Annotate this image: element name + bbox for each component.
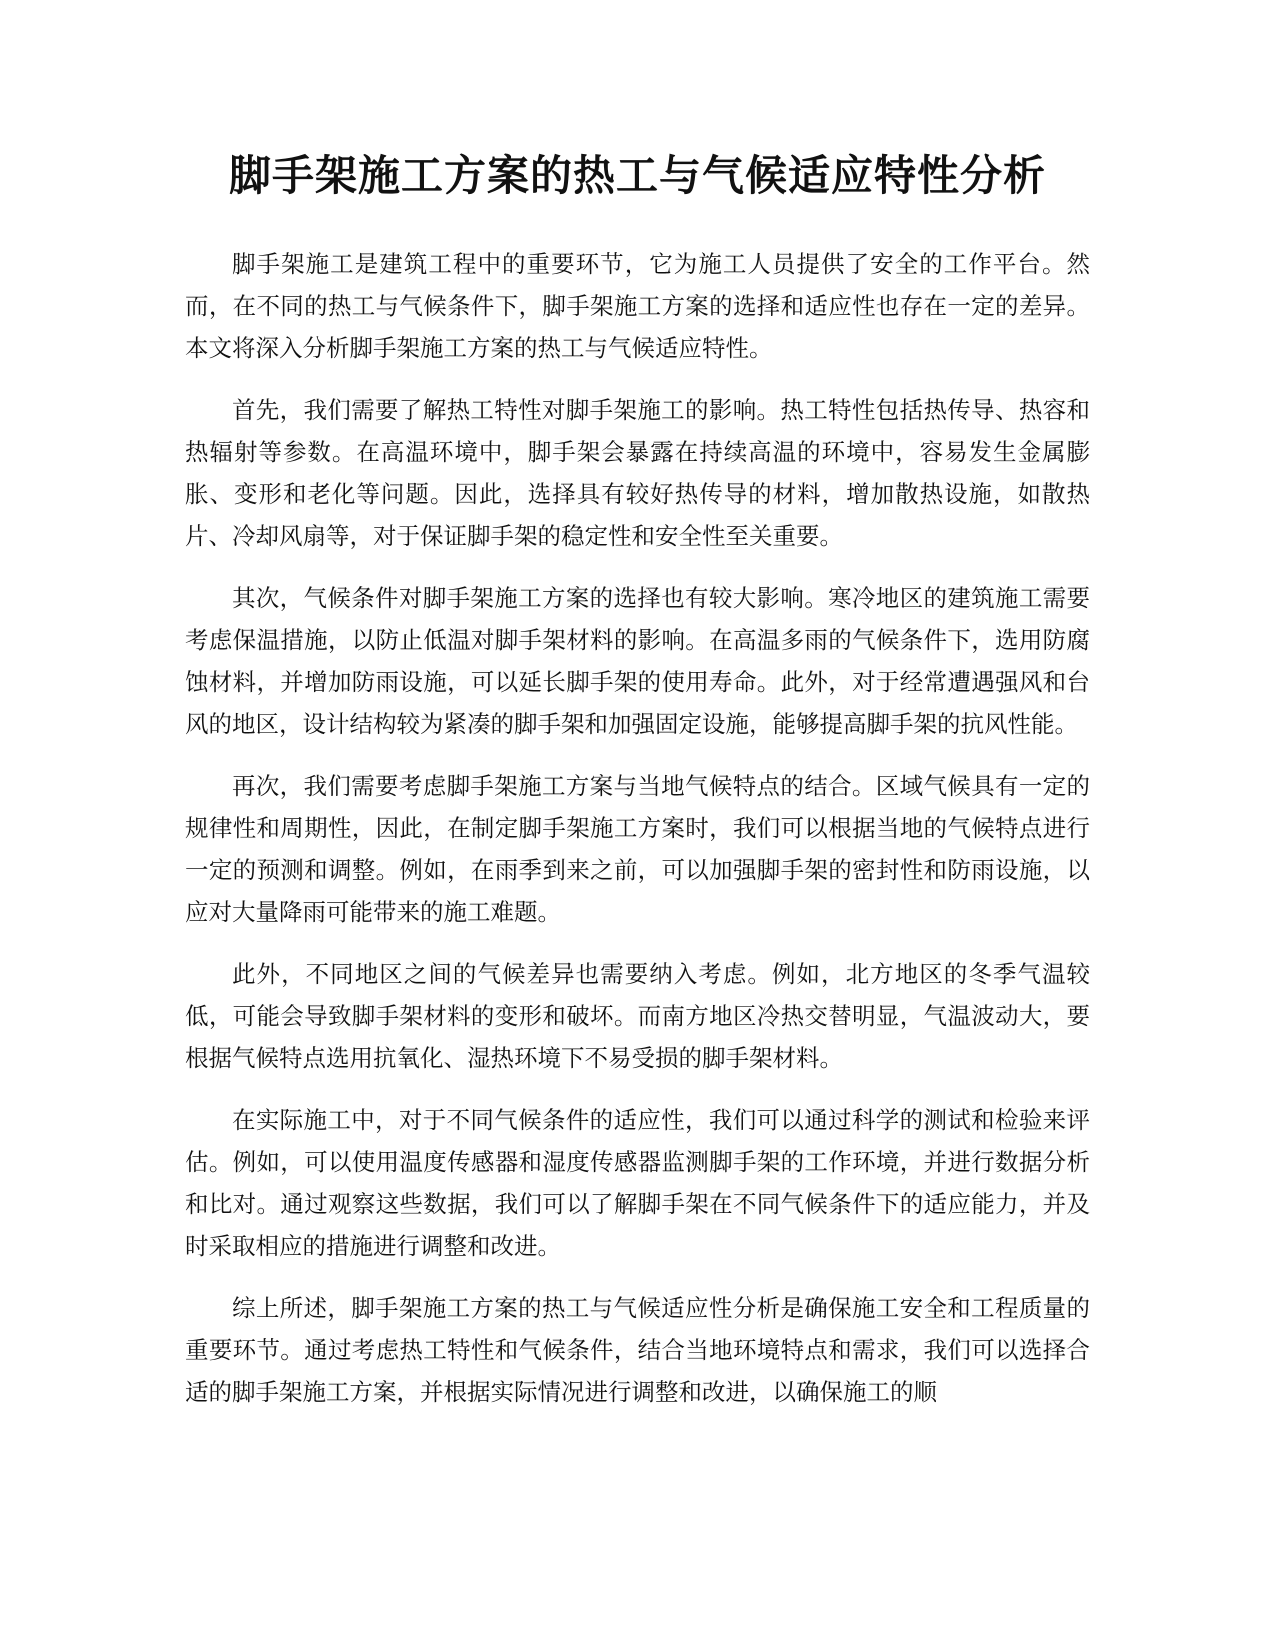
document-body <box>185 243 1090 1433</box>
paragraph-climate-conditions: 其次，气候条件对脚手架施工方案的选择也有较大影响。寒冷地区的建筑施工需要考虑保温措施，以防止低温对脚手架材料的影响。在高温多雨的气候条件下，选用防腐蚀材料，并增加防雨设施，可以延长脚手架的使用寿命。此外，对于经常遭遇强风和台风的地区，设计结构较为紧凑的脚手架和加强固定设施，能够提高脚手架的抗风性能。 <box>185 584 1090 738</box>
paragraph-regional-differences: 此外，不同地区之间的气候差异也需要纳入考虑。例如，北方地区的冬季气温较低，可能会导致脚手架材料的变形和破坏。而南方地区冷热交替明显，气温波动大，要根据气候特点选用抗氧化、湿热环境下不易受损的脚手架材料。 <box>185 960 1090 1072</box>
paragraph-conclusion: 综上所述，脚手架施工方案的热工与气候适应性分析是确保施工安全和工程质量的重要环节。通过考虑热工特性和气候条件，结合当地环境特点和需求，我们可以选择合适的脚手架施工方案，并根据实际情况进行调整和改进，以确保施工的顺 <box>185 1294 1090 1406</box>
paragraph-intro: 脚手架施工是建筑工程中的重要环节，它为施工人员提供了安全的工作平台。然而，在不同的热工与气候条件下，脚手架施工方案的选择和适应性也存在一定的差异。本文将深入分析脚手架施工方案的热工与气候适应特性。 <box>185 250 1090 362</box>
paragraph-local-climate: 再次，我们需要考虑脚手架施工方案与当地气候特点的结合。区域气候具有一定的规律性和周期性，因此，在制定脚手架施工方案时，我们可以根据当地的气候特点进行一定的预测和调整。例如，在雨季到来之前，可以加强脚手架的密封性和防雨设施，以应对大量降雨可能带来的施工难题。 <box>185 772 1090 926</box>
paragraph-thermal-properties: 首先，我们需要了解热工特性对脚手架施工的影响。热工特性包括热传导、热容和热辐射等参数。在高温环境中，脚手架会暴露在持续高温的环境中，容易发生金属膨胀、变形和老化等问题。因此，选择具有较好热传导的材料，增加散热设施，如散热片、冷却风扇等，对于保证脚手架的稳定性和安全性至关重要。 <box>185 396 1090 550</box>
paragraph-testing: 在实际施工中，对于不同气候条件的适应性，我们可以通过科学的测试和检验来评估。例如，可以使用温度传感器和湿度传感器监测脚手架的工作环境，并进行数据分析和比对。通过观察这些数据，我们可以了解脚手架在不同气候条件下的适应能力，并及时采取相应的措施进行调整和改进。 <box>185 1106 1090 1260</box>
document-title: 脚手架施工方案的热工与气候适应特性分析 <box>228 151 1046 200</box>
